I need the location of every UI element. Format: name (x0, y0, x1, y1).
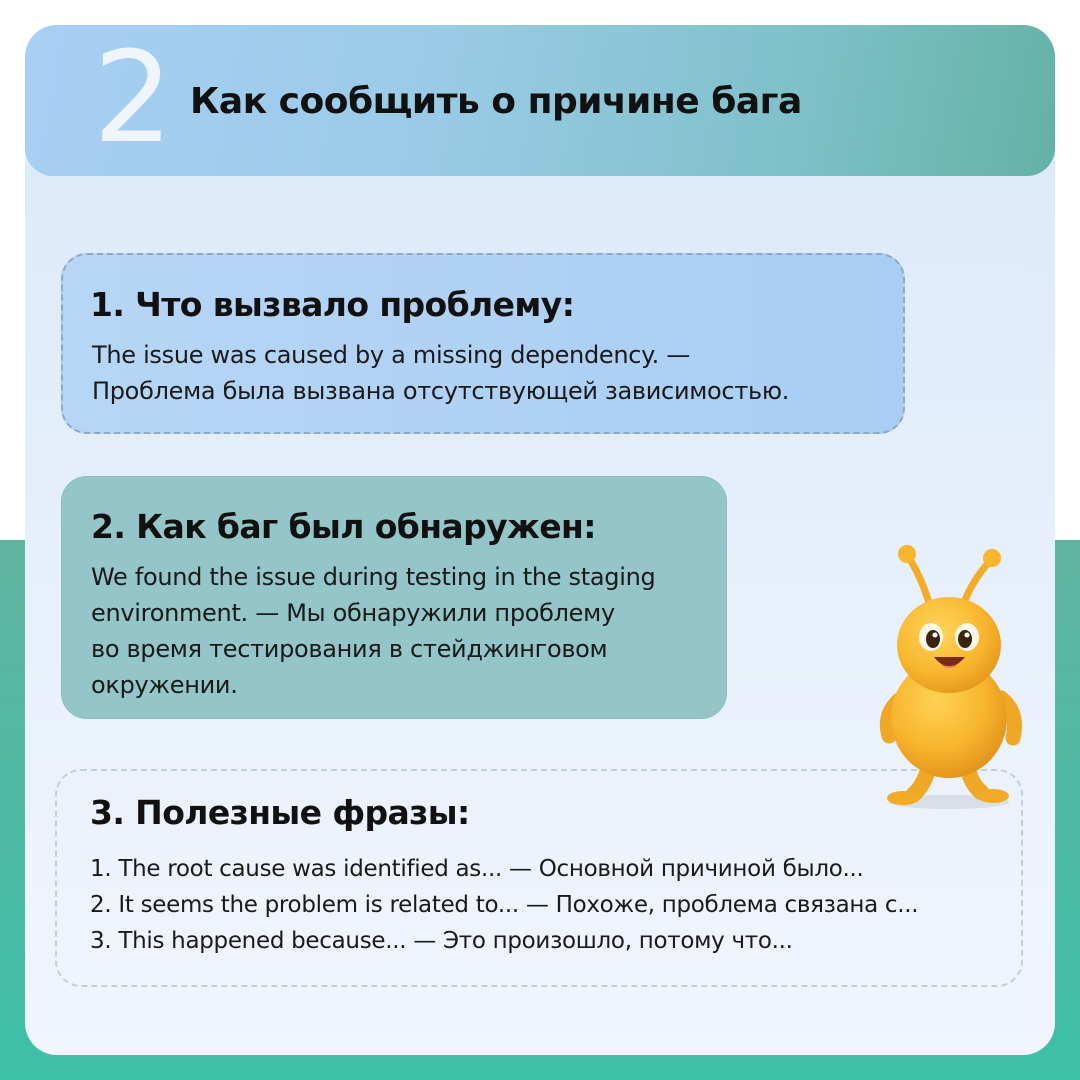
phrases-list (90, 851, 918, 959)
detection-title: 2. Как баг был обнаружен: (91, 507, 596, 546)
cause-title: 1. Что вызвало проблему: (90, 285, 575, 324)
detection-box (61, 476, 727, 719)
list-item: 2. It seems the problem is related to... — Похоже, проблема связана с... (90, 892, 919, 918)
detection-text (91, 559, 655, 703)
phrases-title: 3. Полезные фразы: (90, 793, 470, 832)
text-line: We found the issue during testing in the staging (91, 563, 656, 591)
bug-mascot-icon (861, 540, 1031, 815)
cause-text (92, 337, 789, 409)
page-title: Как сообщить о причине бага (190, 81, 802, 122)
cause-box (61, 253, 905, 434)
text-line: Проблема была вызвана отсутствующей зависимостью. (92, 377, 790, 405)
section-number: 2 (93, 25, 174, 171)
text-line: во время тестирования в стейджинговом (91, 635, 608, 663)
text-line: окружении. (91, 671, 238, 699)
list-item: 3. This happened because... — Это произошло, потому что... (90, 928, 793, 954)
header-banner (25, 25, 1055, 176)
list-item: 1. The root cause was identified as... — Основной причиной было... (90, 856, 864, 882)
text-line: environment. — Мы обнаружили проблему (91, 599, 615, 627)
text-line: The issue was caused by a missing dependency. — (92, 341, 691, 369)
content-card (25, 25, 1055, 1055)
